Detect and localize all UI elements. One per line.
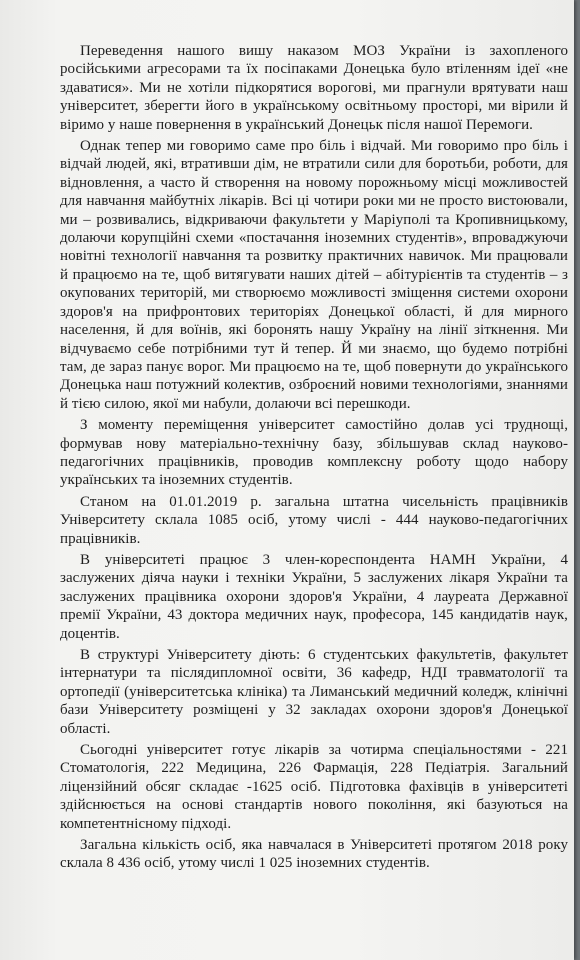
paragraph-6: В структурі Університету діють: 6 студентських факультетів, факультет інтернатури та післядипломної освіти, 36 кафедр, НДІ травматології та ортопедії (університетська клініка) та Лиманський медичний коледж, клінічні бази Університету розміщені у 32 закладах охорони здоров'я Донецької області.	[60, 647, 568, 737]
paragraph-4: Станом на 01.01.2019 р. загальна штатна чисельність працівників Університету склала 1085 осіб, утому числі - 444 науково-педагогічних працівників.	[60, 493, 568, 547]
paragraph-7: Сьогодні університет готує лікарів за чотирма спеціальностями - 221 Стоматологія, 222 Медицина, 226 Фармація, 228 Педіатрія. Загальний ліцензійний обсяг складає -1625 осіб. Підготовка фахівців в університеті здійснюється на основі стандартів нового покоління, які базуються на компетентнісному підході.	[60, 742, 568, 832]
paragraph-3: З моменту переміщення університет самостійно долав усі труднощі, формував нову матеріально-технічну базу, збільшував склад науково-педагогічних працівників, проводив комплексну роботу щодо набору українських та іноземних студентів.	[60, 417, 568, 489]
paragraph-5: В університеті працює 3 член-кореспондента НАМН України, 4 заслужених діяча науки і техніки України, 5 заслужених лікаря України та заслужених працівника охорони здоров'я України, 4 лауреата Державної премії України, 43 доктора медичних наук, професора, 145 кандидатів наук, доцентів.	[60, 551, 568, 642]
document-body	[60, 42, 568, 876]
paragraph-1: Переведення нашого вишу наказом МОЗ України із захопленого російськими агресорами та їх посіпаками Донецька було втіленням ідеї «не здаватися». Ми не хотіли підкорятися ворогові, ми прагнули врятувати наш університет, зберегти його в українському освітньому просторі, ми вірили й віримо у наше повернення в український Донецьк після нашої Перемоги.	[60, 43, 568, 133]
paragraph-2: Однак тепер ми говоримо саме про біль і відчай. Ми говоримо про біль і відчай людей, які, втративши дім, не втратили сили для боротьби, роботи, для відновлення, а часто й створення на новому порожньому місці можливостей для навчання майбутніх лікарів. Всі ці чотири роки ми не просто вистоювали, ми – розвивались, відкриваючи факультети у Маріуполі та Кропивницькому, долаючи корупційні схеми «постачання іноземних студентів», впроваджуючи новітні технології навчання та розвитку практичних навичок. Ми працювали й працюємо на те, щоб витягувати наших дітей – абітурієнтів та студентів – з окупованих територій, ми створюємо можливості зміщення системи охорони здоров'я на прифронтових територіях Донецької області, й для мирного населення, й для воїнів, які боронять нашу Україну на лінії зіткнення. Ми відчуваємо себе потрібними тут й тепер. Й ми знаємо, що будемо потрібні там, де зараз панує ворог. Ми працюємо на те, щоб повернути до українського Донецька наш потужний колектив, озброєний новими технологіями, знаннями й тією силою, якої ми набули, долаючи всі перешкоди.	[60, 138, 568, 412]
paragraph-8: Загальна кількість осіб, яка навчалася в Університеті протягом 2018 року склала 8 436 осіб, утому числі 1 025 іноземних студентів.	[60, 837, 568, 872]
